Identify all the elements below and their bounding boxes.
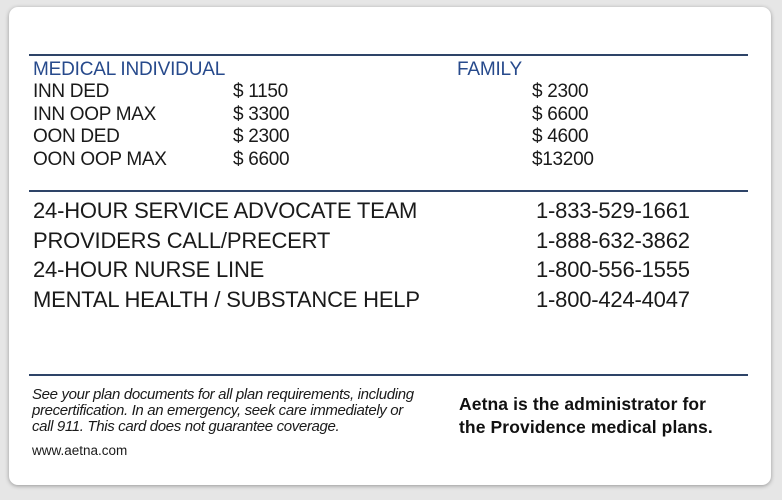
contact-phones bbox=[536, 196, 690, 314]
family-oon-oop-max: $13200 bbox=[532, 148, 594, 170]
top-divider bbox=[29, 54, 748, 56]
insurance-card bbox=[9, 7, 771, 485]
phone-mental-health[interactable]: 1-800-424-4047 bbox=[536, 286, 690, 312]
phone-nurse-line[interactable]: 1-800-556-1555 bbox=[536, 257, 690, 282]
individual-inn-oop-max: $ 3300 bbox=[233, 103, 290, 125]
administrator-line: the Providence medical plans. bbox=[459, 417, 713, 437]
phone-service-advocate[interactable]: 1-833-529-1661 bbox=[536, 198, 690, 223]
medical-individual-header: MEDICAL INDIVIDUAL bbox=[33, 59, 226, 80]
individual-amounts bbox=[233, 81, 289, 171]
individual-oon-ded: $ 2300 bbox=[233, 126, 290, 147]
website-link[interactable]: www.aetna.com bbox=[32, 443, 128, 458]
administrator-line: Aetna is the administrator for bbox=[459, 394, 707, 414]
contact-label-service-advocate: 24-HOUR SERVICE ADVOCATE TEAM bbox=[33, 198, 418, 223]
disclaimer bbox=[32, 387, 414, 435]
bottom-divider bbox=[29, 374, 748, 376]
family-amounts bbox=[532, 81, 594, 171]
disclaimer-line: precertification. In an emergency, seek care immediately or bbox=[32, 402, 403, 419]
individual-oon-oop-max: $ 6600 bbox=[233, 148, 290, 170]
family-header: FAMILY bbox=[457, 59, 522, 80]
family-inn-ded: $ 2300 bbox=[532, 81, 589, 102]
administrator-statement bbox=[459, 393, 713, 439]
phone-providers-precert[interactable]: 1-888-632-3862 bbox=[536, 227, 690, 253]
contact-labels bbox=[33, 196, 420, 314]
benefit-label-oon-oop-max: OON OOP MAX bbox=[33, 148, 167, 170]
middle-divider bbox=[29, 190, 748, 192]
contact-label-nurse-line: 24-HOUR NURSE LINE bbox=[33, 257, 265, 282]
family-oon-ded: $ 4600 bbox=[532, 126, 589, 147]
contact-label-providers-precert: PROVIDERS CALL/PRECERT bbox=[33, 227, 331, 253]
benefit-labels bbox=[33, 81, 167, 171]
benefit-label-inn-ded: INN DED bbox=[33, 81, 110, 102]
disclaimer-line: See your plan documents for all plan requirements, including bbox=[32, 386, 414, 403]
individual-inn-ded: $ 1150 bbox=[233, 81, 288, 102]
benefit-label-oon-ded: OON DED bbox=[33, 126, 120, 147]
benefit-label-inn-oop-max: INN OOP MAX bbox=[33, 103, 157, 125]
family-inn-oop-max: $ 6600 bbox=[532, 103, 589, 125]
contact-label-mental-health: MENTAL HEALTH / SUBSTANCE HELP bbox=[33, 286, 420, 312]
disclaimer-line: call 911. This card does not guarantee coverage. bbox=[32, 418, 340, 435]
